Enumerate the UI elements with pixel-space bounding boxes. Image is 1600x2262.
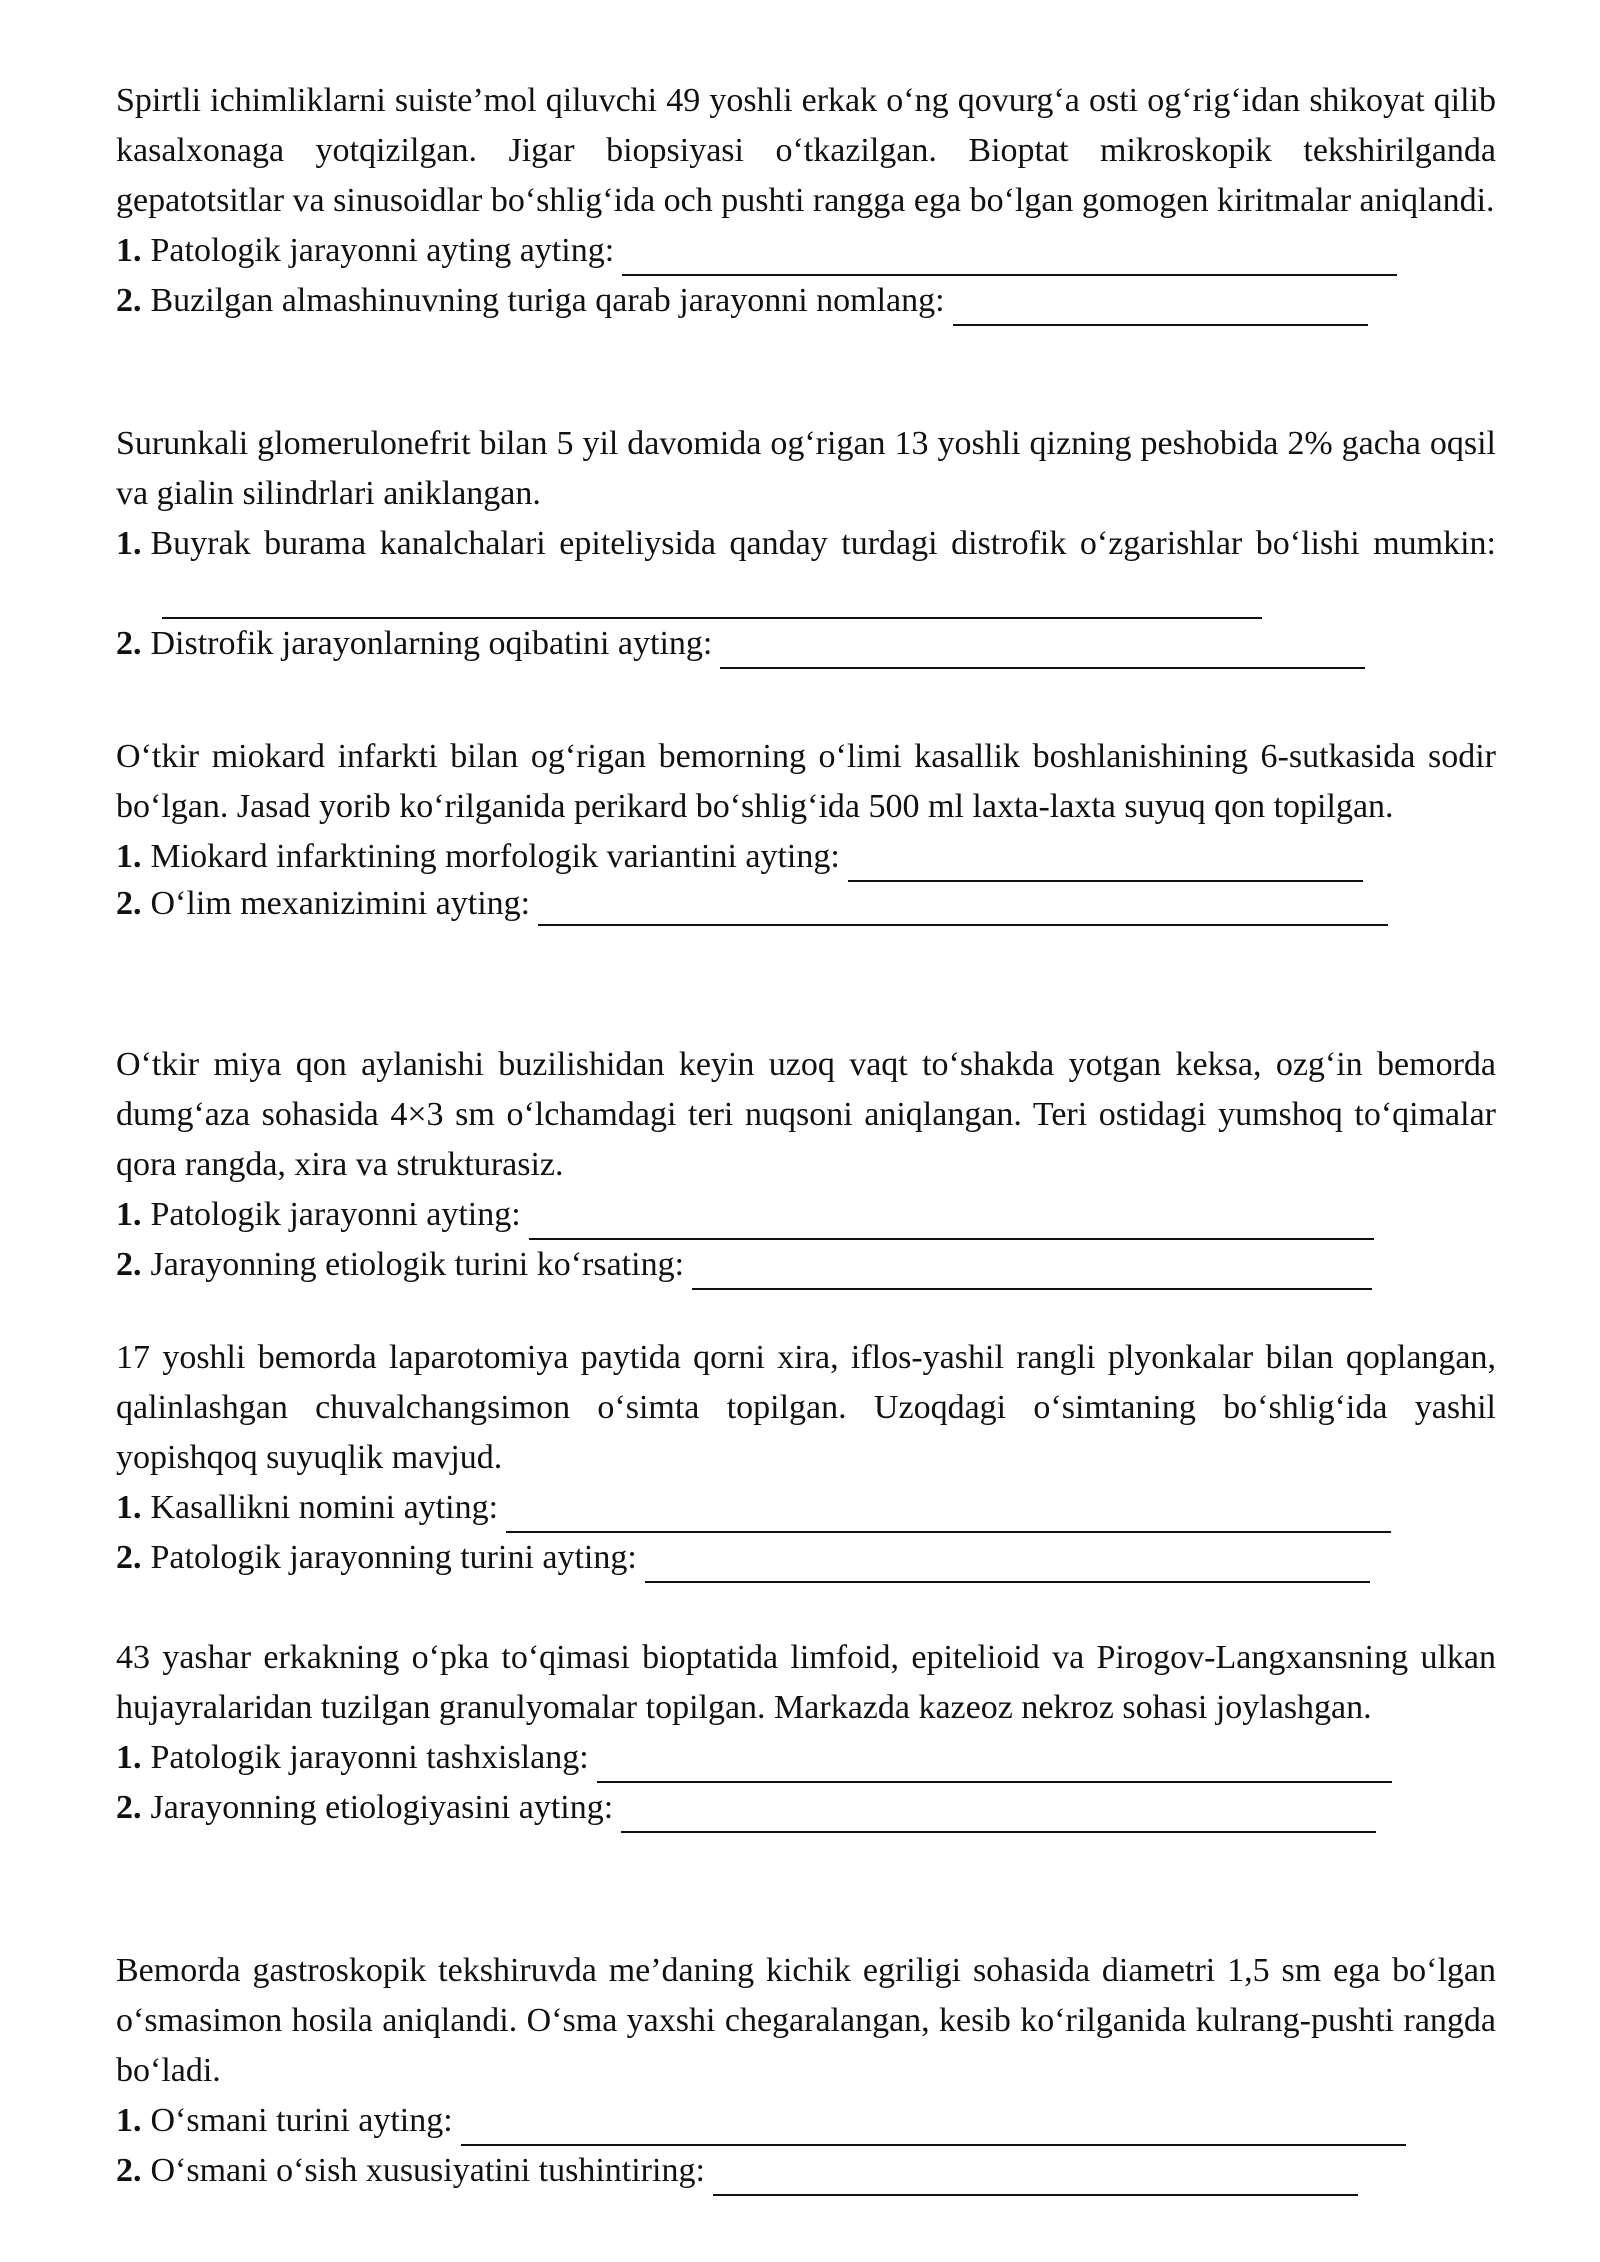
answer-line[interactable] [953, 284, 1368, 326]
answer-line[interactable] [529, 1198, 1374, 1240]
case-5-question-2 [116, 1533, 1496, 1583]
question-text: Buzilgan almashinuvning turiga qarab jarayonni nomlang: [150, 282, 945, 319]
question-text: O‘lim mexanizimini ayting: [150, 885, 531, 922]
answer-line[interactable] [621, 1791, 1376, 1833]
case-1-question-2 [116, 276, 1496, 326]
question-number: 1. [116, 1196, 142, 1233]
question-number: 2. [116, 1789, 142, 1826]
case-3 [116, 732, 1496, 926]
question-number: 2. [116, 2152, 142, 2189]
answer-line[interactable] [162, 577, 1262, 619]
case-3-text: O‘tkir miokard infarkti bilan og‘rigan bemorning o‘limi kasallik boshlanishining 6-sutkasida sodir bo‘lgan. Jasad yorib ko‘rilganida perikard bo‘shlig‘ida 500 ml laxta-laxta suyuq qon topilgan. [116, 738, 1496, 825]
case-6-question-1 [116, 1733, 1496, 1783]
answer-line[interactable] [506, 1491, 1391, 1533]
case-2-question-1 [116, 519, 1496, 619]
question-text: Miokard infarktining morfologik variantini ayting: [150, 838, 840, 875]
question-number: 1. [116, 1489, 142, 1526]
answer-line[interactable] [692, 1248, 1372, 1290]
question-text: O‘smani o‘sish xususiyatini tushintiring: [150, 2152, 705, 2189]
case-4 [116, 1040, 1496, 1290]
answer-line[interactable] [538, 884, 1388, 926]
question-text: Jarayonning etiologiyasini ayting: [150, 1789, 614, 1826]
question-number: 1. [116, 525, 142, 562]
question-number: 2. [116, 1246, 142, 1283]
case-6-text: 43 yashar erkakning o‘pka to‘qimasi bioptatida limfoid, epitelioid va Pirogov-Langxansning ulkan hujayralaridan tuzilgan granulyomalar topilgan. Markazda kazeoz nekroz sohasi joylashgan. [116, 1639, 1496, 1726]
question-text: Patologik jarayonni tashxislang: [150, 1739, 589, 1776]
question-text: Kasallikni nomini ayting: [150, 1489, 499, 1526]
case-5 [116, 1333, 1496, 1583]
case-5-text: 17 yoshli bemorda laparotomiya paytida qorni xira, iflos-yashil rangli plyonkalar bilan qoplangan, qalinlashgan chuvalchangsimon o‘simta topilgan. Uzoqdagi o‘simtaning bo‘shlig‘ida yashil yopishqoq suyuqlik mavjud. [116, 1339, 1496, 1476]
question-number: 2. [116, 282, 142, 319]
question-number: 1. [116, 232, 142, 269]
question-number: 1. [116, 1739, 142, 1776]
question-text: Distrofik jarayonlarning oqibatini ayting: [150, 625, 713, 662]
question-text: O‘smani turini ayting: [150, 2102, 453, 2139]
case-2 [116, 419, 1496, 669]
case-1-text: Spirtli ichimliklarni suiste’mol qiluvchi 49 yoshli erkak o‘ng qovurg‘a osti og‘rig‘idan shikoyat qilib kasalxonaga yotqizilgan. Jigar biopsiyasi o‘tkazilgan. Bioptat mikroskopik tekshirilganda gepatotsitlar va sinusoidlar bo‘shlig‘ida och pushti rangga ega bo‘lgan gomogen kiritmalar aniqlandi. [116, 82, 1496, 219]
case-4-question-2 [116, 1240, 1496, 1290]
answer-line[interactable] [645, 1541, 1370, 1583]
case-7 [116, 1946, 1496, 2196]
answer-line[interactable] [848, 840, 1363, 882]
case-2-text: Surunkali glomerulonefrit bilan 5 yil davomida og‘rigan 13 yoshli qizning peshobida 2% gacha oqsil va gialin silindrlari aniklangan. [116, 425, 1496, 512]
case-6-question-2 [116, 1783, 1496, 1833]
question-text: Patologik jarayonni ayting ayting: [150, 232, 615, 269]
question-text: Patologik jarayonni ayting: [150, 1196, 521, 1233]
case-3-question-2 [116, 882, 1496, 926]
answer-line[interactable] [597, 1741, 1392, 1783]
answer-line[interactable] [622, 234, 1397, 276]
question-text: Patologik jarayonning turini ayting: [150, 1539, 637, 1576]
question-text: Jarayonning etiologik turini ko‘rsating: [150, 1246, 685, 1283]
answer-line[interactable] [713, 2154, 1358, 2196]
case-4-text: O‘tkir miya qon aylanishi buzilishidan keyin uzoq vaqt to‘shakda yotgan keksa, ozg‘in bemorda dumg‘aza sohasida 4×3 sm o‘lchamdagi teri nuqsoni aniqlangan. Teri ostidagi yumshoq to‘qimalar qora rangda, xira va strukturasiz. [116, 1046, 1496, 1183]
case-6 [116, 1633, 1496, 1833]
case-5-question-1 [116, 1483, 1496, 1533]
question-number: 1. [116, 2102, 142, 2139]
case-7-question-2 [116, 2146, 1496, 2196]
case-7-question-1 [116, 2096, 1496, 2146]
question-number: 1. [116, 838, 142, 875]
case-1 [116, 76, 1496, 326]
case-4-question-1 [116, 1190, 1496, 1240]
answer-line[interactable] [461, 2104, 1406, 2146]
question-text: Buyrak burama kanalchalari epiteliysida qanday turdagi distrofik o‘zgarishlar bo‘lishi mumkin: [150, 525, 1496, 562]
answer-line[interactable] [720, 627, 1365, 669]
question-number: 2. [116, 625, 142, 662]
case-3-question-1 [116, 832, 1496, 882]
case-2-question-2 [116, 619, 1496, 669]
case-1-question-1 [116, 226, 1496, 276]
question-number: 2. [116, 1539, 142, 1576]
question-number: 2. [116, 885, 142, 922]
case-7-text: Bemorda gastroskopik tekshiruvda me’daning kichik egriligi sohasida diametri 1,5 sm ega bo‘lgan o‘smasimon hosila aniqlandi. O‘sma yaxshi chegaralangan, kesib ko‘rilganida kulrang-pushti rangda bo‘ladi. [116, 1952, 1496, 2089]
